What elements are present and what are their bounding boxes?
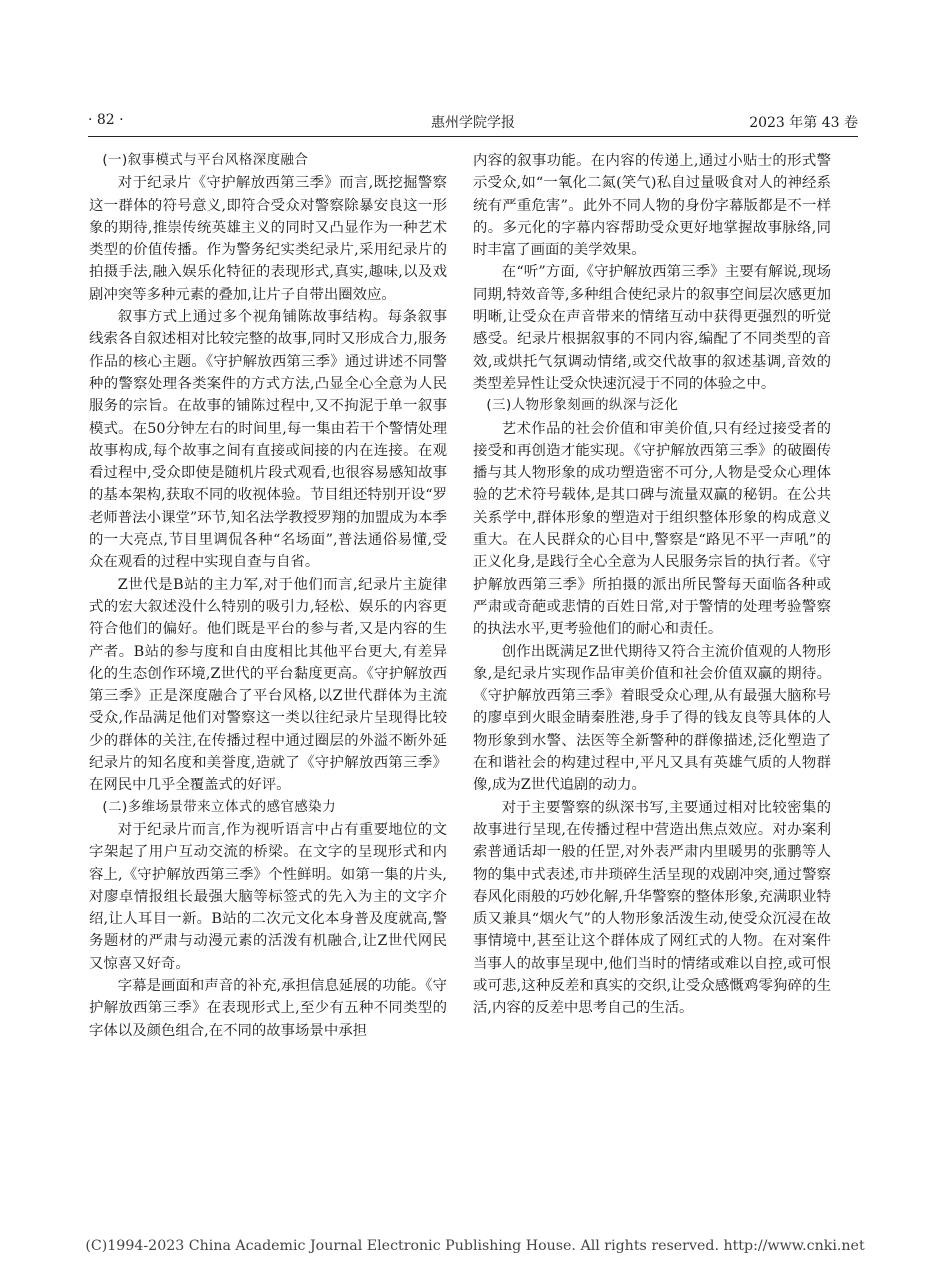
paragraph: 对于纪录片而言,作为视听语言中占有重要地位的文字架起了用户互动交流的桥梁。在文字的呈现形式和内容上,《守护解放西第三季》个性鲜明。如第一集的片头,对廖卓情报组长最强大脑等标签式的先入为主的文字介绍,让人耳目一新。B站的二次元文化本身普及度就高,警务题材的严肃与动漫元素的活泼有机融合,让Z世代网民又惊喜又好奇。 — [89, 821, 447, 972]
copyright-footer: (C)1994-2023 China Academic Journal Electronic Publishing House. All rights reserved. http://www.cnki.net — [85, 1238, 865, 1254]
journal-volume: 2023 年第 43 卷 — [749, 115, 858, 131]
paragraph: 字幕是画面和声音的补充,承担信息延展的功能。《守护解放西第三季》在表现形式上,至少有五种不同类型的字体以及颜色组合,在不同的故事场景中承担 — [89, 977, 447, 1039]
paragraph-continued: 内容的叙事功能。在内容的传递上,通过小贴士的形式警示受众,如“一氧化二氮(笑气)私自过量吸食对人的神经系统有严重危害”。此外不同人物的身份字幕版都是不一样的。多元化的字幕内容帮助受众更好地掌握故事脉络,同时丰富了画面的美学效果。 — [473, 153, 831, 259]
running-header — [88, 110, 858, 134]
section-heading: (三)人物形象刻画的纵深与泛化 — [486, 398, 679, 414]
right-column — [473, 150, 831, 1190]
journal-title: 惠州学院学报 — [431, 115, 515, 131]
left-column — [89, 150, 447, 1190]
section-heading: (一)叙事模式与平台风格深度融合 — [102, 153, 309, 168]
paragraph: 对于主要警察的纵深书写,主要通过相对比较密集的故事进行呈现,在传播过程中营造出焦点效应。对办案利索普通话却一般的任罡,对外表严肃内里暖男的张鹏等人物的集中式表述,市井琐碎生活呈现的戏剧冲突,通过警察春风化雨般的巧妙化解,升华警察的整体形象,充满职业特质又兼具“烟火气”的人物形象活泼生动,使受众沉浸在故事情境中,甚至让这个群体成了网红式的人物。在对案件当事人的故事呈现中,他们当时的情绪或难以自控,或可恨或可悲,这种反差和真实的交织,让受众感慨鸡零狗碎的生活,内容的反差中思考自己的生活。 — [473, 799, 831, 1017]
paragraph: Z世代是B站的主力军,对于他们而言,纪录片主旋律式的宏大叙述没什么特别的吸引力,轻松、娱乐的内容更符合他们的偏好。他们既是平台的参与者,又是内容的生产者。B站的参与度和自由度相比其他平台更大,有差异化的生态创作环境,Z世代的平台黏度更高。《守护解放西第三季》正是深度融合了平台风格,以Z世代群体为主流受众,作品满足他们对警察这一类以往纪录片呈现得比较少的群体的关注,在传播过程中通过圈层的外溢不断外延纪录片的知名度和美誉度,造就了《守护解放西第三季》在网民中几乎全覆盖式的好评。 — [89, 576, 447, 794]
page-number: · 82 · — [88, 112, 124, 128]
paragraph: 对于纪录片《守护解放西第三季》而言,既挖掘警察这一群体的符号意义,即符合受众对警察除暴安良这一形象的期待,推崇传统英雄主义的同时又凸显作为一种艺术类型的价值传播。作为警务纪实类纪录片,采用纪录片的拍摄手法,融入娱乐化特征的表现形式,真实,趣味,以及戏剧冲突等多种元素的叠加,让片子自带出圈效应。 — [89, 175, 447, 303]
paragraph: 艺术作品的社会价值和审美价值,只有经过接受者的接受和再创造才能实现。《守护解放西第三季》的破圈传播与其人物形象的成功塑造密不可分,人物是受众心理体验的艺术符号载体,是其口碑与流量双赢的秘钥。在公共关系学中,群体形象的塑造对于组织整体形象的构成意义重大。在人民群众的心目中,警察是“路见不平一声吼”的正义化身,是践行全心全意为人民服务宗旨的执行者。《守护解放西第三季》所拍摄的派出所民警每天面临各种或严肃或奇葩或悲情的百姓日常,对于警情的处理考验警察的执法水平,更考验他们的耐心和责任。 — [473, 420, 831, 638]
paragraph: 创作出既满足Z世代期待又符合主流价值观的人物形象,是纪录片实现作品审美价值和社会价值双赢的期待。《守护解放西第三季》着眼受众心理,从有最强大脑称号的廖卓到火眼金睛秦胜港,身手了得的钱友良等具体的人物形象到水警、法医等全新警种的群像描述,泛化塑造了在和谐社会的构建过程中,平凡又具有英雄气质的人物群像,成为Z世代追剧的动力。 — [473, 643, 831, 794]
paragraph: 在“听”方面,《守护解放西第三季》主要有解说,现场同期,特效音等,多种组合使纪录片的叙事空间层次感更加明晰,让受众在声音带来的情绪互动中获得更强烈的听觉感受。纪录片根据叙事的不同内容,编配了不同类型的音效,或烘托气氛调动情绪,或交代故事的叙述基调,音效的类型差异性让受众快速沉浸于不同的体验之中。 — [473, 264, 831, 392]
header-rule — [88, 136, 858, 137]
section-heading: (二)多维场景带来立体式的感官感染力 — [102, 799, 337, 815]
paragraph: 叙事方式上通过多个视角铺陈故事结构。每条叙事线索各自叙述相对比较完整的故事,同时又形成合力,服务作品的核心主题。《守护解放西第三季》通过讲述不同警种的警察处理各类案件的方式方法,凸显全心全意为人民服务的宗旨。在故事的铺陈过程中,又不拘泥于单一叙事模式。在50分钟左右的时间里,每一集由若干个警情处理故事构成,每个故事之间有直接或间接的内在连接。在观看过程中,受众即使是随机片段式观看,也很容易感知故事的基本架构,获取不同的收视体验。节目组还特别开设“罗老师普法小课堂”环节,知名法学教授罗翔的加盟成为本季的一大亮点,节目里调侃各种“名场面”,普法通俗易懂,受众在观看的过程中实现自查与自省。 — [89, 309, 447, 571]
